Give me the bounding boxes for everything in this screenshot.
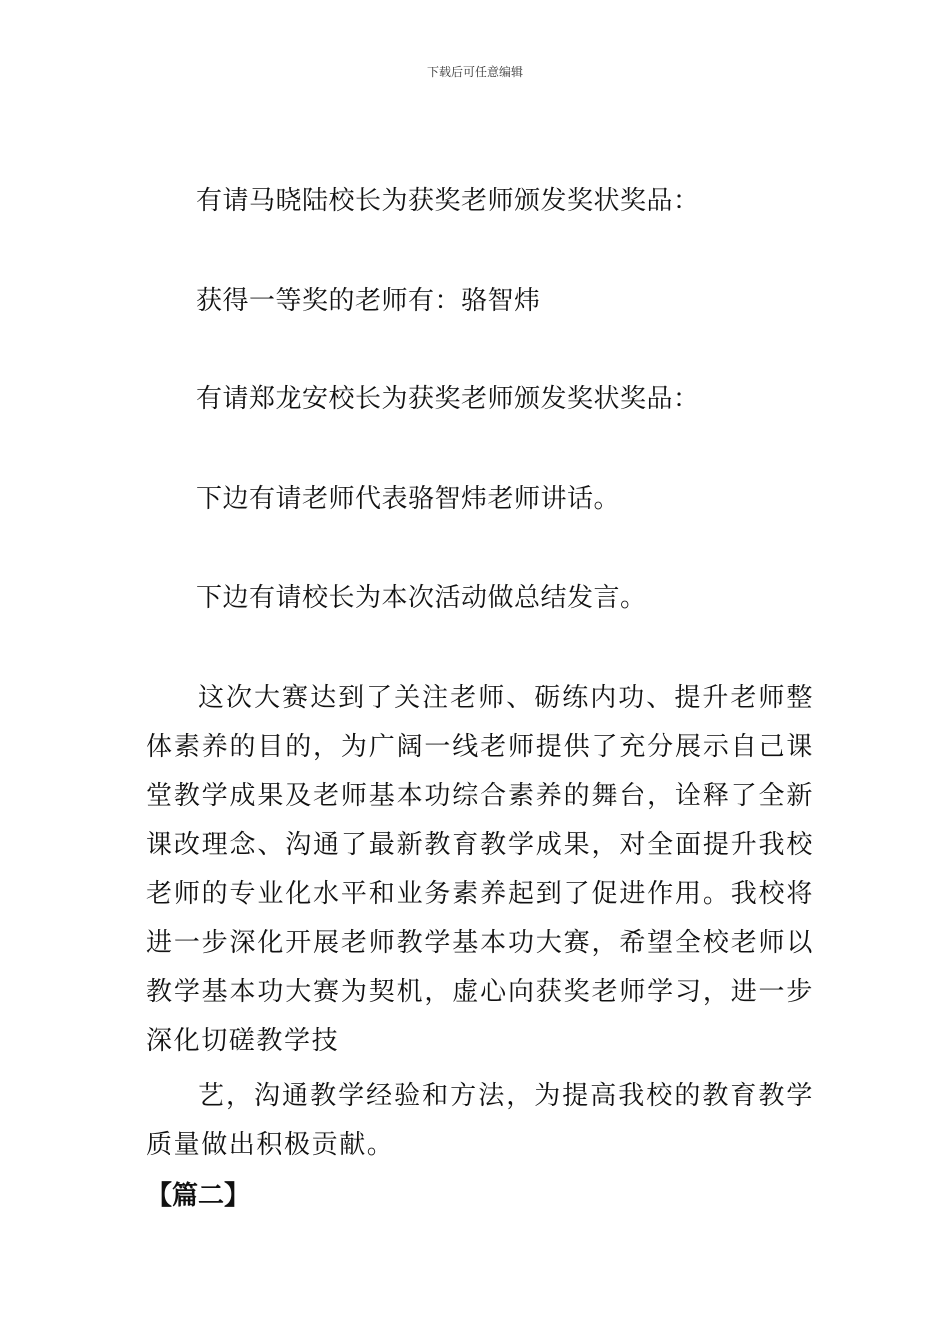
text-line-principal-summary: 下边有请校长为本次活动做总结发言。 (196, 583, 647, 613)
text-line-award-presenter-1: 有请马晓陆校长为获奖老师颁发奖状奖品： (196, 186, 700, 216)
text-line-award-presenter-2: 有请郑龙安校长为获奖老师颁发奖状奖品： (196, 384, 700, 414)
page-header: 下载后可任意编辑 (426, 65, 523, 79)
paragraph-summary-continued: 艺，沟通教学经验和方法，为提高我校的教育教学质量做出积极贡献。 (146, 1081, 814, 1160)
paragraph-summary: 这次大赛达到了关注老师、砺练内功、提升老师整体素养的目的，为广阔一线老师提供了充分展示自己课堂教学成果及老师基本功综合素养的舞台，诠释了全新课改理念、沟通了最新教育教学成果，对全面提升我校老师的专业化水平和业务素养起到了促进作用。我校将进一步深化开展老师教学基本功大赛，希望全校老师以教学基本功大赛为契机，虚心向获奖老师学习，进一步深化切磋教学技 (146, 683, 814, 1056)
section-heading: 【篇二】 (146, 1181, 251, 1211)
text-line-first-prize: 获得一等奖的老师有：骆智炜 (196, 286, 541, 316)
text-line-teacher-speech: 下边有请老师代表骆智炜老师讲话。 (196, 484, 621, 514)
